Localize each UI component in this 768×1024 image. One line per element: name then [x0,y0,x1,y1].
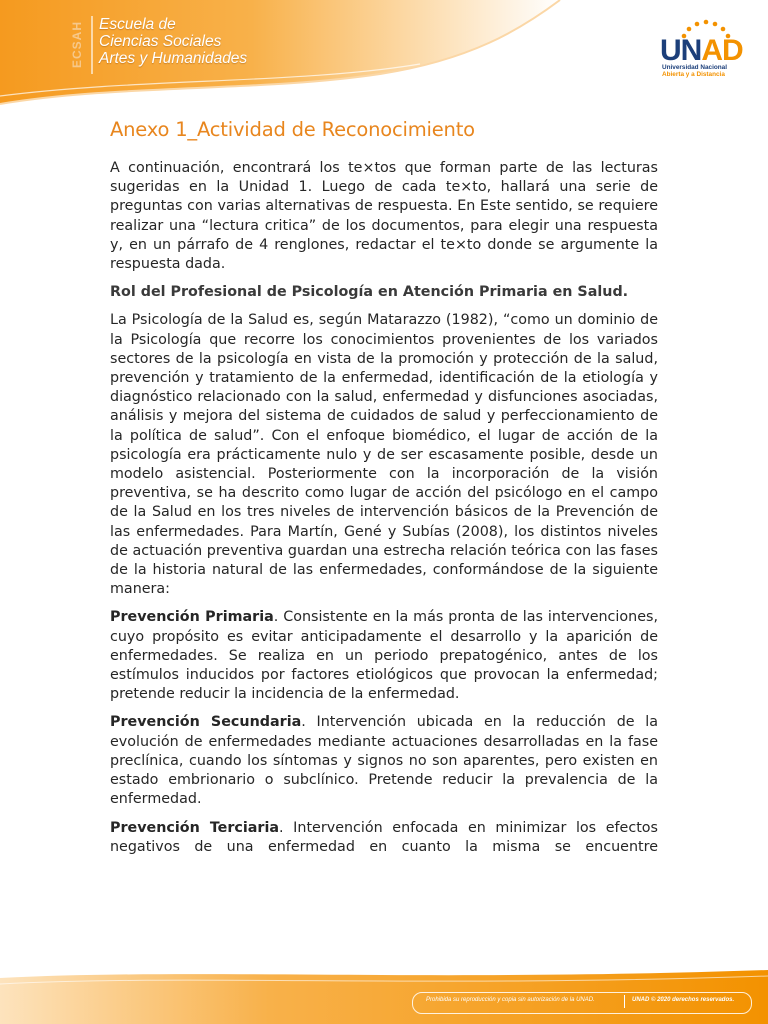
footer-separator [624,995,625,1008]
page-title: Anexo 1_Actividad de Reconocimiento [110,118,475,141]
footer-notice-pill [412,992,752,1014]
logo-sub-line2: Abierta y a Distancia [662,71,725,78]
school-line: Artes y Humanidades [99,50,248,67]
page-footer [0,968,768,1024]
primary-prevention-paragraph [110,608,658,704]
school-name [99,16,247,67]
school-line: Escuela de [99,16,176,33]
primary-prevention-label: Prevención Primaria [110,609,274,626]
section-heading: Rol del Profesional de Psicología en Atención Primaria en Salud. [110,284,629,301]
footer-copyright: UNAD © 2020 derechos reservados. [632,997,735,1003]
tertiary-prevention-paragraph [110,819,658,857]
school-acronym: ECSAH [70,20,84,68]
primary-prevention-text: . Consistente en la más pronta de las intervenciones, cuyo propósito es evitar anticipadamente el desarrollo y la aparición de enfermedades. Se realiza en un periodo prepatogénico, antes de los estímulos inducidos por factores etiológicos que provocan la enfermedad; pretende reducir la incidencia de la enfermedad. [110,609,658,703]
footer-copy-notice: Prohibida su reproducción y copia sin autorización de la UNAD. [426,997,595,1003]
body-paragraph: La Psicología de la Salud es, según Matarazzo (1982), “como un dominio de la Psicología que recorre los conocimientos provenientes de los variados sectores de la psicología en vista de la promoción y protección de la salud, prevención y tratamiento de la enfermedad, identificación de la etiología y diagnóstico relacionado con la salud, enfermedad y disfunciones asociadas, análisis y mejora del sistema de cuidados de salud y perfeccionamiento de la política de salud”. Con el enfoque biomédico, el lugar de acción de la psicología era prácticamente nulo y de ser escasamente posible, desde un modelo asistencial. Posteriormente con la incorporación de la visión preventiva, se ha descrito como lugar de acción del psicólogo en el campo de la Salud en los tres niveles de intervención básicos de la Prevención de las enfermedades. Para Martín, Gené y Subías (2008), los distintos niveles de actuación preventiva guardan una estrecha relación teórica con las fases de la historia natural de las enfermedades, conformándose de la siguiente manera: [110,312,658,598]
unad-logo [660,16,750,80]
page-header [0,0,768,110]
school-divider [91,16,93,74]
logo-sub-line1: Universidad Nacional [662,64,727,71]
logo-subtitle [662,64,752,78]
tertiary-prevention-text: . Intervención enfocada en minimizar los efectos negativos de una enfermedad en cuanto la misma se encuentre [110,819,658,855]
secondary-prevention-text: . Intervención ubicada en la reducción de la evolución de enfermedades mediante actuaciones desarrolladas en la fase preclínica, cuando los síntomas y signos no son aparentes, pero existen en estado embrionario o subclínico. Pretende reducir la prevalencia de la enfermedad. [110,714,659,808]
logo-un: UN [660,34,702,67]
school-line: Ciencias Sociales [99,33,222,50]
logo-ad: AD [701,34,743,67]
logo-wordmark [660,36,750,66]
secondary-prevention-label: Prevención Secundaria [110,714,302,731]
document-body [110,118,658,866]
tertiary-prevention-label: Prevención Terciaria [110,819,280,836]
secondary-prevention-paragraph [110,713,658,809]
intro-paragraph: A continuación, encontrará los te×tos que forman parte de las lecturas sugeridas en la Unidad 1. Luego de cada te×to, hallará una serie de preguntas con varias alternativas de respuesta. En Este sentido, se requiere realizar una “lectura critica” de los documentos, para elegir una respuesta y, en un párrafo de 4 renglones, redactar el te×to donde se argumente la respuesta dada. [110,160,658,273]
